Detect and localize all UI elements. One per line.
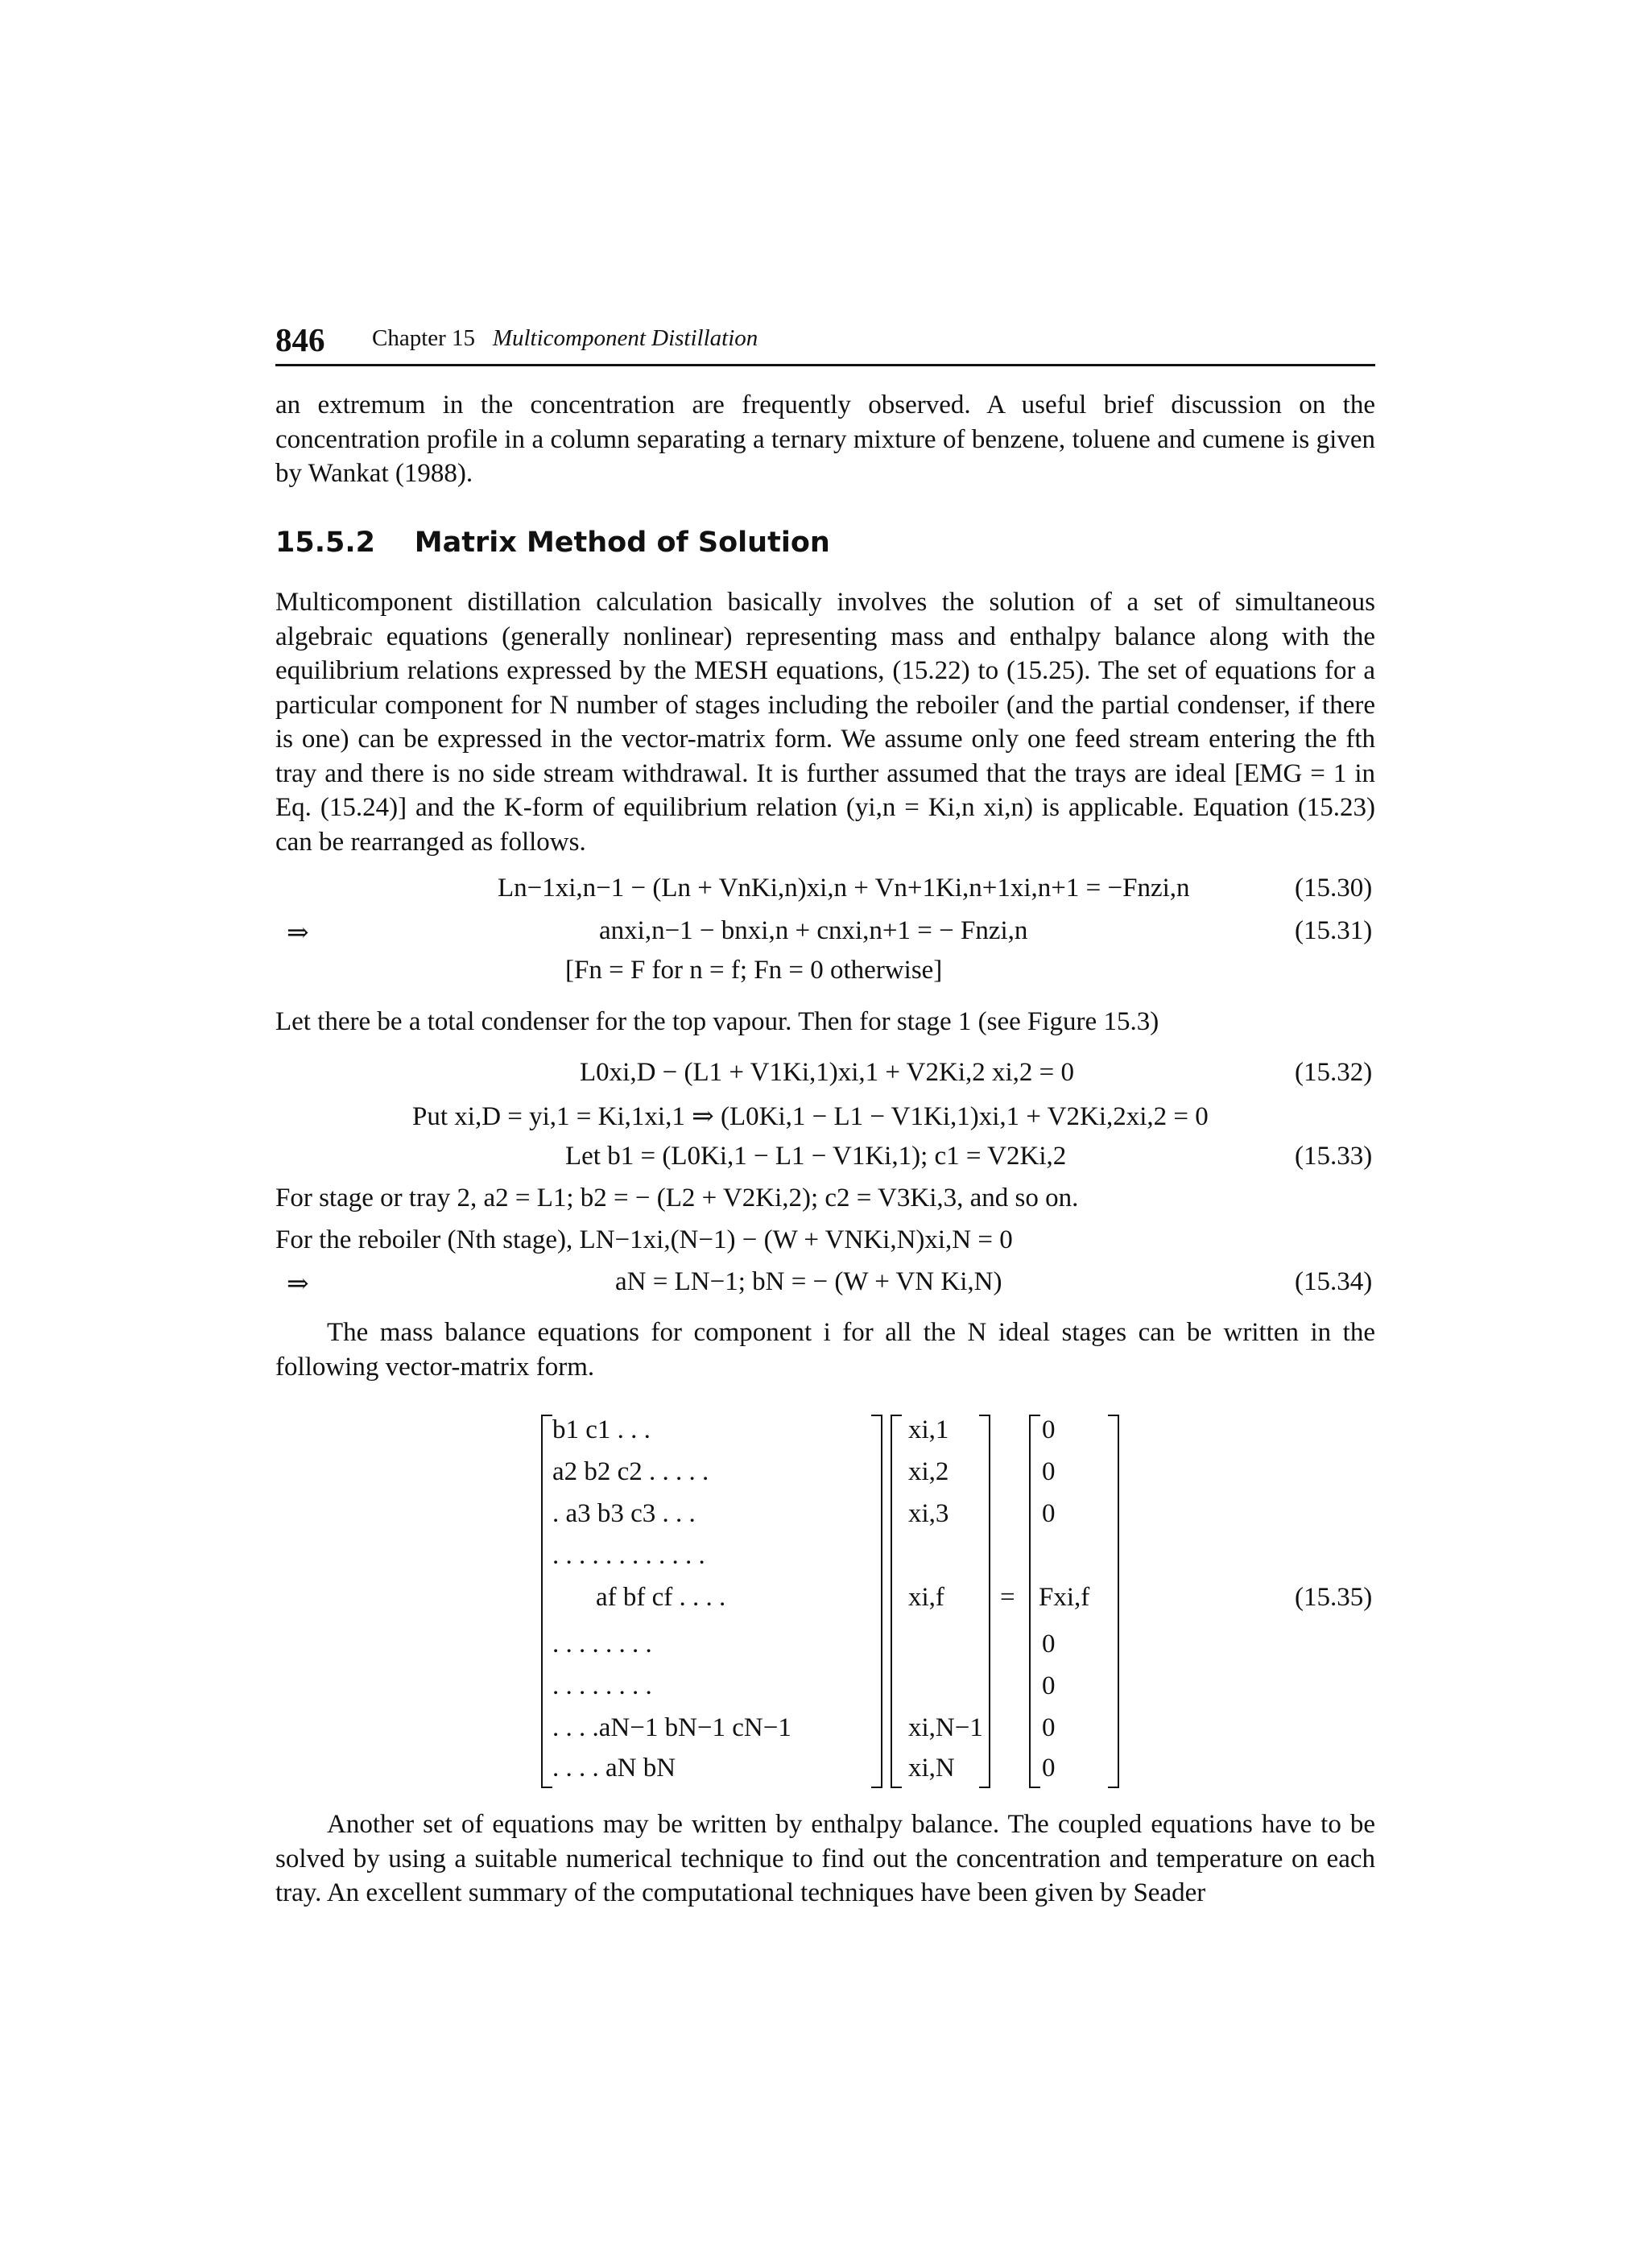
rhs-vector-item: 0 [1042,1671,1056,1700]
running-head [372,325,758,352]
equation-number-15-31: (15.31) [1295,916,1373,945]
x-vector-item: xi,3 [908,1499,949,1528]
paragraph-2: Multicomponent distillation calculation basically involves the solution of a set of simultaneous algebraic equations (generally nonlinear) representing mass and enthalpy balance along with the equilibrium relations expressed by the MESH equations, (15.22) to (15.25). The set of equations for a particular component for N number of stages including the reboiler (and the partial condenser, if there is one) can be expressed in the vector-matrix form. We assume only one feed stream entering the fth tray and there is no side stream withdrawal. It is further assumed that the trays are ideal [EMG = 1 in Eq. (15.24)] and the K-form of equilibrium relation (yi,n = Ki,n xi,n) is applicable. Equation (15.23) can be rearranged as follows. [275,588,1375,857]
rhs-vector-item: 0 [1042,1499,1056,1528]
rhs-vector-item: 0 [1042,1415,1056,1444]
implies-arrow: ⇒ [287,919,309,948]
equation-15-30: Ln−1xi,n−1 − (Ln + VnKi,n)xi,n + Vn+1Ki,n+1xi,n+1 = −Fnzi,n [498,874,1190,903]
matrix-row-6: . . . . . . . . [552,1630,652,1659]
equation-15-34: aN = LN−1; bN = − (W + VN Ki,N) [615,1267,1002,1296]
x-vector-item: xi,N [908,1754,955,1783]
rhs-vector-item: 0 [1042,1457,1056,1486]
equation-number-15-34: (15.34) [1295,1267,1373,1296]
equation-number-15-33: (15.33) [1295,1142,1373,1171]
equation-15-32: L0xi,D − (L1 + V1Ki,1)xi,1 + V2Ki,2 xi,2 = 0 [580,1058,1075,1087]
matrix-right-bracket [871,1415,882,1788]
rhs-vector-item: 0 [1042,1630,1056,1659]
x-vector-left-bracket [891,1415,902,1788]
equation-number-15-35: (15.35) [1295,1583,1373,1612]
x-vector-item: xi,N−1 [908,1713,983,1742]
matrix-row-3: . a3 b3 c3 . . . [552,1499,696,1528]
section-heading [275,527,830,559]
x-vector-item: xi,2 [908,1457,949,1486]
section-number: 15.5.2 [275,527,376,559]
x-vector-item: xi,1 [908,1415,949,1444]
paragraph-3: The mass balance equations for component i for all the N ideal stages can be written in the following vector-matrix form. [275,1318,1375,1382]
rhs-vector-right-bracket [1108,1415,1119,1788]
stage-2-line: For stage or tray 2, a2 = L1; b2 = − (L2 + V2Ki,2); c2 = V3Ki,3, and so on. [275,1184,1079,1212]
reboiler-line: For the reboiler (Nth stage), LN−1xi,(N−1) − (W + VNKi,N)xi,N = 0 [275,1225,1013,1254]
rhs-vector-item: 0 [1042,1754,1056,1783]
condenser-statement: Let there be a total condenser for the top vapour. Then for stage 1 (see Figure 15.3) [275,1007,1159,1036]
rhs-vector-item: 0 [1042,1713,1056,1742]
matrix-row-7: . . . . . . . . [552,1671,652,1700]
header-rule [275,364,1375,366]
page-number: 846 [275,321,325,358]
matrix-row-5: af bf cf . . . . [596,1583,726,1612]
x-vector-item: xi,f [908,1583,944,1612]
substitution-line: Put xi,D = yi,1 = Ki,1xi,1 ⇒ (L0Ki,1 − L1 − V1Ki,1)xi,1 + V2Ki,2xi,2 = 0 [412,1102,1209,1131]
matrix-row-1: b1 c1 . . . [552,1415,651,1444]
matrix-row-4: . . . . . . . . . . . . [552,1541,705,1570]
equation-number-15-32: (15.32) [1295,1058,1373,1087]
chapter-label: Chapter 15 [372,325,476,351]
matrix-row-9: . . . . aN bN [552,1754,676,1783]
matrix-left-bracket [541,1415,552,1788]
matrix-row-8: . . . .aN−1 bN−1 cN−1 [552,1713,791,1742]
feed-condition: [Fn = F for n = f; Fn = 0 otherwise] [565,956,943,985]
matrix-equals-sign: = [1000,1583,1015,1612]
chapter-title: Multicomponent Distillation [492,325,758,351]
equation-number-15-30: (15.30) [1295,874,1373,903]
equation-15-33: Let b1 = (L0Ki,1 − L1 − V1Ki,1); c1 = V2Ki,2 [565,1142,1067,1171]
implies-arrow-2: ⇒ [287,1270,309,1299]
section-title: Matrix Method of Solution [414,527,830,559]
equation-15-31: anxi,n−1 − bnxi,n + cnxi,n+1 = − Fnzi,n [599,916,1028,945]
matrix-row-2: a2 b2 c2 . . . . . [552,1457,709,1486]
paragraph-1: an extremum in the concentration are frequently observed. A useful brief discussion on the concentration profile in a column separating a ternary mixture of benzene, toluene and cumene is given by Wankat (1988). [275,390,1375,488]
paragraph-4: Another set of equations may be written by enthalpy balance. The coupled equations have to be solved by using a suitable numerical technique to find out the concentration and temperature on each tray. An excellent summary of the computational techniques have been given by Seader [275,1810,1375,1907]
rhs-vector-item: Fxi,f [1039,1583,1090,1612]
